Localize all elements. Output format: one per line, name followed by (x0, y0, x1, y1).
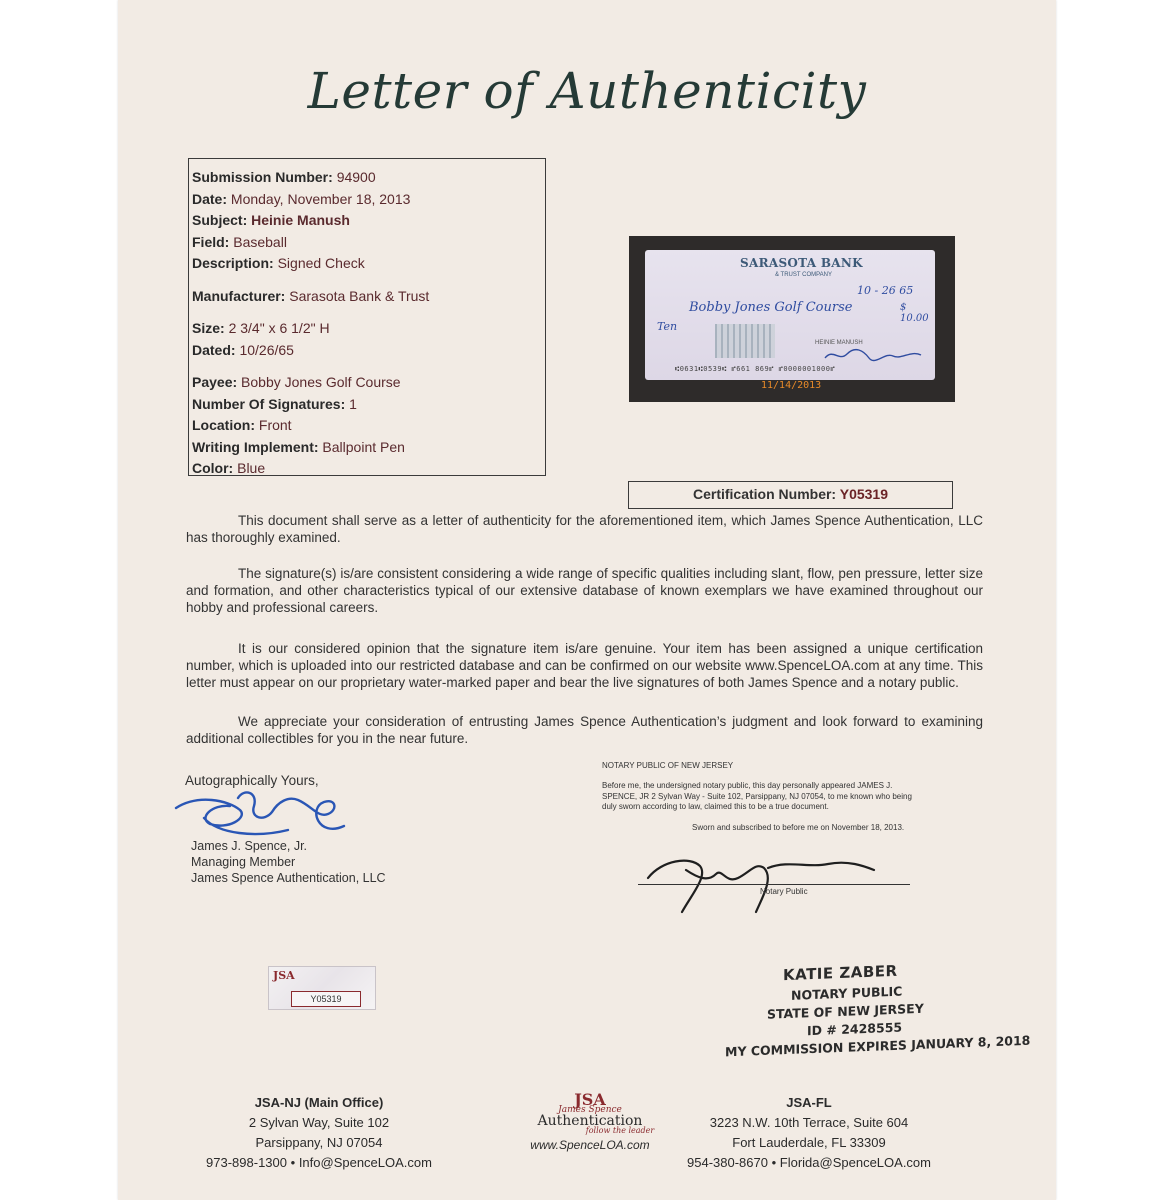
check-photo (629, 236, 955, 402)
signed-check (645, 250, 935, 380)
check-bank-sub: & TRUST COMPANY (775, 272, 833, 278)
check-building-illustration (715, 324, 775, 358)
check-signature-icon (823, 346, 923, 364)
page-title: Letter of Authenticity (307, 62, 867, 120)
certification-box (628, 481, 953, 509)
check-payee: Bobby Jones Golf Course (689, 300, 853, 315)
check-printed-name: HEINIE MANUSH (815, 340, 863, 346)
notary-line-label: Notary Public (760, 887, 808, 896)
footer-fl-email: Florida@SpenceLOA.com (779, 1155, 931, 1170)
closing-line: Autographically Yours, (185, 773, 319, 788)
notary-stamp-id: ID # 2428555 (807, 1019, 903, 1039)
date-row: Date: Monday, November 18, 2013 (192, 190, 411, 207)
footer-jsa-logo: JSA James Spence Authentication follow the leader www.SpenceLOA.com (520, 1090, 660, 1152)
hologram-number: Y05319 (291, 991, 361, 1007)
implement-row: Writing Implement: Ballpoint Pen (192, 438, 405, 455)
notary-signature-icon (638, 838, 878, 914)
check-date: 10 - 26 65 (857, 284, 914, 297)
notary-stamp-name: KATIE ZABER (783, 961, 898, 985)
submission-row: Submission Number: 94900 (192, 169, 376, 185)
signer-block (191, 838, 386, 886)
notary-sworn-line: Sworn and subscribed to before me on November 18, 2013. (692, 823, 905, 832)
spence-signature-icon (168, 778, 358, 846)
notary-stamp-title: NOTARY PUBLIC (791, 983, 903, 1003)
hologram-logo: JSA (273, 969, 295, 982)
letter-page (118, 0, 1056, 1200)
manufacturer-row: Manufacturer: Sarasota Bank & Trust (192, 287, 430, 304)
notary-signature-line (638, 884, 910, 885)
footer-fl-office: JSA-FL 3223 N.W. 10th Terrace, Suite 604 Fort Lauderdale, FL 33309 954-380-8670 • Florida@SpenceLOA.com (687, 1095, 931, 1170)
item-details-box (188, 158, 546, 476)
check-micr-line: ⑆0631⑆0539⑆ ⑈661 869⑈ ⑈0000001000⑈ (675, 365, 836, 373)
paragraph-4: We appreciate your consideration of entrusting James Spence Authentication’s judgment and look forward to examining additional collectibles for you in the near future. (186, 714, 983, 746)
paragraph-2: The signature(s) is/are consistent considering a wide range of specific qualities including slant, flow, pen pressure, letter size and formation, and other characteristics typical of our extensive database of known exemplars we have examined throughout our hobby and professional careers. (186, 566, 983, 615)
notary-heading: NOTARY PUBLIC OF NEW JERSEY (602, 761, 734, 770)
notary-stamp-state: STATE OF NEW JERSEY (767, 1000, 924, 1022)
subject-row: Subject: Heinie Manush (192, 212, 350, 228)
location-row: Location: Front (192, 417, 292, 433)
hologram-sticker (268, 966, 376, 1010)
photo-date-stamp: 11/14/2013 (761, 380, 822, 391)
check-amount-words: Ten (657, 320, 678, 333)
description-row: Description: Signed Check (192, 255, 365, 271)
paragraph-3: It is our considered opinion that the signature item is/are genuine. Your item has been assigned a unique certification number, which is uploaded into our restricted database and can be confirmed on our website www.SpenceLOA.com at any time. This letter must appear on our proprietary water-marked paper and bear the live signatures of both James Spence and a notary public. (186, 641, 983, 690)
check-amount: $ 10.00 (900, 302, 929, 324)
signatures-row: Number Of Signatures: 1 (192, 395, 357, 412)
size-row: Size: 2 3/4" x 6 1/2" H (192, 320, 330, 336)
dated-row: Dated: 10/26/65 (192, 341, 294, 358)
field-row: Field: Baseball (192, 233, 287, 250)
certification-label: Certification Number: (692, 486, 837, 502)
notary-statement: Before me, the undersigned notary public, this day personally appeared JAMES J. SPENCE, JR 2 Sylvan Way - Suite 102, Parsippany, NJ 07054, to me known who being duly sworn according to law, claimed this to be a true document. (602, 781, 912, 811)
certification-number: Y05319 (839, 486, 889, 502)
paragraph-1: This document shall serve as a letter of authenticity for the aforementioned item, which James Spence Authentication, LLC has thoroughly examined. (186, 513, 983, 545)
notary-stamp (725, 958, 1031, 1060)
payee-row: Payee: Bobby Jones Golf Course (192, 374, 401, 390)
signer-role: Managing Member (191, 855, 296, 869)
footer-nj-office: JSA-NJ (Main Office) 2 Sylvan Way, Suite 102 Parsippany, NJ 07054 973-898-1300 • Info@SpenceLOA.com (206, 1095, 432, 1170)
signer-company: James Spence Authentication, LLC (191, 871, 386, 885)
signer-name: James J. Spence, Jr. (191, 839, 308, 853)
notary-stamp-expiry: MY COMMISSION EXPIRES JANUARY 8, 2018 (725, 1032, 1031, 1060)
color-row: Color: Blue (192, 460, 266, 476)
footer-website: www.SpenceLOA.com (530, 1138, 650, 1152)
check-bank-name: SARASOTA BANK (740, 256, 863, 270)
footer-nj-email: Info@SpenceLOA.com (298, 1155, 432, 1170)
